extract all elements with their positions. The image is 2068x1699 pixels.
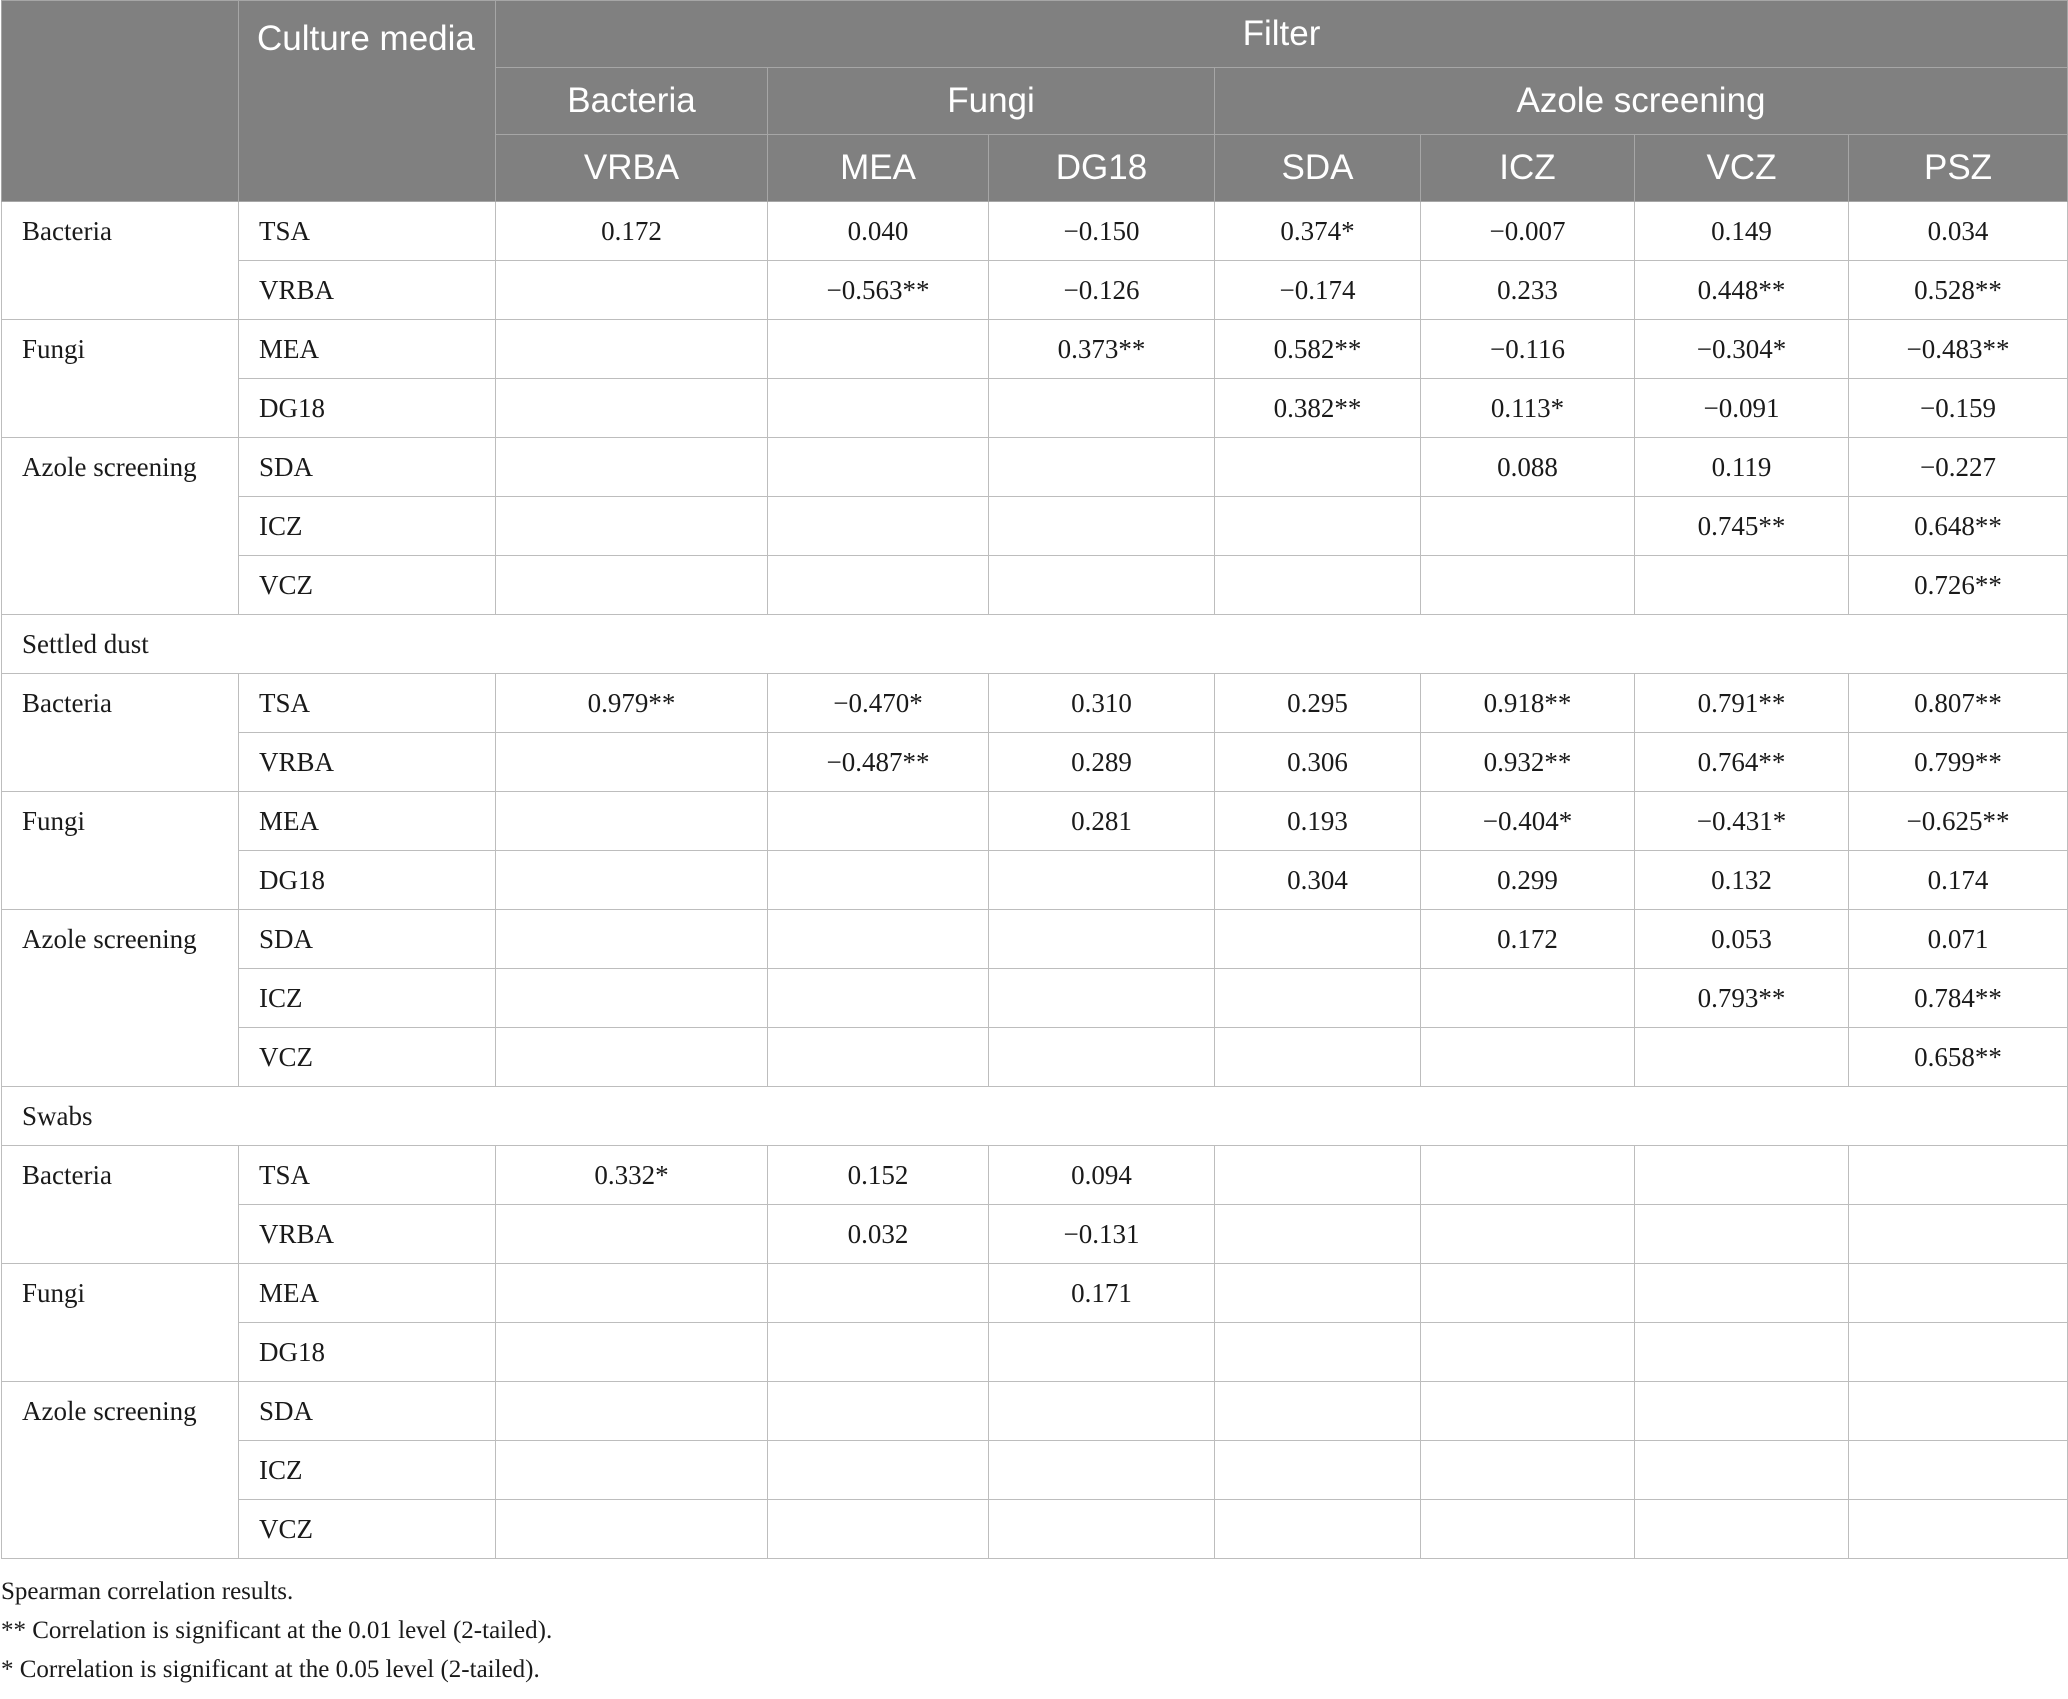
medium-label: TSA (239, 1146, 496, 1205)
value-cell: 0.088 (1421, 438, 1635, 497)
value-cell: 0.034 (1849, 202, 2068, 261)
value-cell: −0.563** (768, 261, 989, 320)
value-cell (1635, 1028, 1849, 1087)
medium-label: SDA (239, 438, 496, 497)
note-significance-005: * Correlation is significant at the 0.05 level (2-tailed). (1, 1656, 540, 1683)
header-col-icz: ICZ (1421, 135, 1635, 202)
value-cell (989, 1382, 1215, 1441)
value-cell (496, 969, 768, 1028)
value-cell: 0.094 (989, 1146, 1215, 1205)
value-cell: 0.373** (989, 320, 1215, 379)
value-cell: −0.159 (1849, 379, 2068, 438)
value-cell: 0.193 (1215, 792, 1421, 851)
value-cell (768, 969, 989, 1028)
value-cell: 0.648** (1849, 497, 2068, 556)
value-cell: 0.374* (1215, 202, 1421, 261)
value-cell: −0.227 (1849, 438, 2068, 497)
value-cell (1635, 1264, 1849, 1323)
value-cell (496, 438, 768, 497)
value-cell (496, 379, 768, 438)
table-row (2, 674, 2068, 733)
value-cell: 0.382** (1215, 379, 1421, 438)
table-row (2, 261, 2068, 320)
value-cell (496, 556, 768, 615)
value-cell (768, 379, 989, 438)
value-cell (768, 1264, 989, 1323)
header-corner (2, 1, 239, 202)
header-col-vrba: VRBA (496, 135, 768, 202)
value-cell: 0.032 (768, 1205, 989, 1264)
value-cell: 0.053 (1635, 910, 1849, 969)
value-cell: 0.745** (1635, 497, 1849, 556)
value-cell (989, 910, 1215, 969)
value-cell: 0.171 (989, 1264, 1215, 1323)
value-cell (768, 438, 989, 497)
value-cell (768, 497, 989, 556)
value-cell (989, 438, 1215, 497)
value-cell (1849, 1382, 2068, 1441)
value-cell (989, 379, 1215, 438)
value-cell: 0.040 (768, 202, 989, 261)
value-cell (1635, 556, 1849, 615)
header-group-fungi: Fungi (768, 68, 1215, 135)
value-cell (496, 497, 768, 556)
value-cell (496, 1382, 768, 1441)
header-group-bacteria: Bacteria (496, 68, 768, 135)
value-cell: 0.113* (1421, 379, 1635, 438)
value-cell (1215, 497, 1421, 556)
medium-label: ICZ (239, 969, 496, 1028)
value-cell: −0.487** (768, 733, 989, 792)
value-cell (1635, 1441, 1849, 1500)
value-cell (1421, 497, 1635, 556)
group-label: Fungi (2, 792, 239, 910)
medium-label: DG18 (239, 379, 496, 438)
value-cell: 0.791** (1635, 674, 1849, 733)
value-cell: 0.233 (1421, 261, 1635, 320)
value-cell (496, 320, 768, 379)
value-cell: 0.295 (1215, 674, 1421, 733)
value-cell: 0.172 (496, 202, 768, 261)
group-label: Azole screening (2, 438, 239, 615)
value-cell: 0.528** (1849, 261, 2068, 320)
value-cell (1635, 1500, 1849, 1559)
value-cell: −0.470* (768, 674, 989, 733)
value-cell (1215, 1028, 1421, 1087)
value-cell (1849, 1500, 2068, 1559)
value-cell (768, 1382, 989, 1441)
medium-label: TSA (239, 202, 496, 261)
value-cell (989, 1441, 1215, 1500)
value-cell: 0.793** (1635, 969, 1849, 1028)
value-cell: −0.116 (1421, 320, 1635, 379)
value-cell (1215, 1500, 1421, 1559)
value-cell (768, 910, 989, 969)
table-row (2, 320, 2068, 379)
value-cell (496, 1205, 768, 1264)
group-label: Fungi (2, 320, 239, 438)
table-row (2, 969, 2068, 1028)
value-cell (1421, 1323, 1635, 1382)
header-filter: Filter (496, 1, 2068, 68)
value-cell (496, 733, 768, 792)
table-row (2, 1264, 2068, 1323)
value-cell: 0.658** (1849, 1028, 2068, 1087)
table-notes (1, 1572, 2068, 1689)
medium-label: VCZ (239, 1500, 496, 1559)
medium-label: MEA (239, 320, 496, 379)
section-label: Swabs (2, 1087, 2068, 1146)
value-cell: 0.582** (1215, 320, 1421, 379)
value-cell (496, 1500, 768, 1559)
table-row (2, 792, 2068, 851)
value-cell: −0.431* (1635, 792, 1849, 851)
value-cell (1635, 1146, 1849, 1205)
value-cell (1635, 1382, 1849, 1441)
section-row (2, 1087, 2068, 1146)
value-cell (496, 261, 768, 320)
value-cell: −0.007 (1421, 202, 1635, 261)
value-cell: 0.306 (1215, 733, 1421, 792)
value-cell: −0.404* (1421, 792, 1635, 851)
value-cell (1849, 1205, 2068, 1264)
value-cell: 0.172 (1421, 910, 1635, 969)
value-cell (1421, 1146, 1635, 1205)
value-cell (989, 1500, 1215, 1559)
table-row (2, 1323, 2068, 1382)
value-cell: −0.483** (1849, 320, 2068, 379)
value-cell: 0.071 (1849, 910, 2068, 969)
table-row (2, 1146, 2068, 1205)
group-label: Bacteria (2, 202, 239, 320)
header-col-dg18: DG18 (989, 135, 1215, 202)
value-cell: 0.299 (1421, 851, 1635, 910)
value-cell: 0.174 (1849, 851, 2068, 910)
header-col-mea: MEA (768, 135, 989, 202)
value-cell (1421, 969, 1635, 1028)
medium-label: VCZ (239, 556, 496, 615)
value-cell (768, 320, 989, 379)
value-cell (989, 1323, 1215, 1382)
medium-label: TSA (239, 674, 496, 733)
value-cell: −0.174 (1215, 261, 1421, 320)
value-cell: 0.784** (1849, 969, 2068, 1028)
medium-label: SDA (239, 1382, 496, 1441)
note-spearman: Spearman correlation results. (1, 1578, 294, 1605)
value-cell (768, 1441, 989, 1500)
value-cell: 0.932** (1421, 733, 1635, 792)
medium-label: ICZ (239, 497, 496, 556)
value-cell (1635, 1323, 1849, 1382)
value-cell (1849, 1146, 2068, 1205)
value-cell: −0.304* (1635, 320, 1849, 379)
note-significance-001: ** Correlation is significant at the 0.01 level (2-tailed). (1, 1617, 553, 1644)
table-row (2, 1028, 2068, 1087)
value-cell (496, 1323, 768, 1382)
value-cell (1421, 556, 1635, 615)
value-cell (1215, 969, 1421, 1028)
value-cell: −0.150 (989, 202, 1215, 261)
value-cell: 0.119 (1635, 438, 1849, 497)
table-row (2, 1205, 2068, 1264)
medium-label: DG18 (239, 851, 496, 910)
value-cell: 0.281 (989, 792, 1215, 851)
value-cell (989, 969, 1215, 1028)
value-cell: −0.091 (1635, 379, 1849, 438)
table-row (2, 733, 2068, 792)
value-cell (1421, 1205, 1635, 1264)
value-cell: −0.126 (989, 261, 1215, 320)
value-cell (768, 556, 989, 615)
medium-label: MEA (239, 1264, 496, 1323)
value-cell (496, 1028, 768, 1087)
value-cell (768, 1500, 989, 1559)
value-cell (1215, 438, 1421, 497)
value-cell: 0.310 (989, 674, 1215, 733)
value-cell (1215, 1441, 1421, 1500)
table-row (2, 202, 2068, 261)
value-cell: 0.332* (496, 1146, 768, 1205)
section-label: Settled dust (2, 615, 2068, 674)
medium-label: VRBA (239, 733, 496, 792)
table-row (2, 910, 2068, 969)
medium-label: SDA (239, 910, 496, 969)
value-cell (1849, 1441, 2068, 1500)
value-cell (989, 1028, 1215, 1087)
value-cell: 0.132 (1635, 851, 1849, 910)
header-group-azole-screening: Azole screening (1215, 68, 2068, 135)
group-label: Azole screening (2, 1382, 239, 1559)
table-body (2, 202, 2068, 1559)
value-cell: 0.304 (1215, 851, 1421, 910)
group-label: Fungi (2, 1264, 239, 1382)
value-cell (1635, 1205, 1849, 1264)
table-row (2, 497, 2068, 556)
table-row (2, 1441, 2068, 1500)
value-cell (1421, 1382, 1635, 1441)
value-cell (1215, 910, 1421, 969)
value-cell: 0.448** (1635, 261, 1849, 320)
value-cell: 0.807** (1849, 674, 2068, 733)
table-row (2, 556, 2068, 615)
table-row (2, 379, 2068, 438)
value-cell (1849, 1264, 2068, 1323)
value-cell (496, 910, 768, 969)
correlation-table (1, 0, 2068, 1559)
value-cell (496, 1441, 768, 1500)
value-cell (496, 792, 768, 851)
value-cell: 0.152 (768, 1146, 989, 1205)
value-cell (989, 556, 1215, 615)
value-cell: −0.131 (989, 1205, 1215, 1264)
header-culture-media: Culture media (239, 1, 496, 202)
value-cell (496, 1264, 768, 1323)
header-col-sda: SDA (1215, 135, 1421, 202)
medium-label: VCZ (239, 1028, 496, 1087)
value-cell: 0.149 (1635, 202, 1849, 261)
value-cell (1421, 1441, 1635, 1500)
header-col-vcz: VCZ (1635, 135, 1849, 202)
group-label: Azole screening (2, 910, 239, 1087)
value-cell (1215, 1323, 1421, 1382)
value-cell (989, 497, 1215, 556)
value-cell (1215, 1205, 1421, 1264)
header-col-psz: PSZ (1849, 135, 2068, 202)
value-cell (768, 1323, 989, 1382)
value-cell (768, 792, 989, 851)
medium-label: MEA (239, 792, 496, 851)
value-cell (1215, 556, 1421, 615)
value-cell (1421, 1500, 1635, 1559)
value-cell (1421, 1264, 1635, 1323)
section-row (2, 615, 2068, 674)
value-cell: −0.625** (1849, 792, 2068, 851)
table-row (2, 1500, 2068, 1559)
value-cell (1215, 1146, 1421, 1205)
table-row (2, 851, 2068, 910)
value-cell (1215, 1264, 1421, 1323)
table-row (2, 438, 2068, 497)
group-label: Bacteria (2, 674, 239, 792)
value-cell (768, 1028, 989, 1087)
value-cell (1215, 1382, 1421, 1441)
table-row (2, 1382, 2068, 1441)
group-label: Bacteria (2, 1146, 239, 1264)
value-cell (1849, 1323, 2068, 1382)
value-cell: 0.764** (1635, 733, 1849, 792)
value-cell (496, 851, 768, 910)
value-cell (768, 851, 989, 910)
value-cell: 0.726** (1849, 556, 2068, 615)
medium-label: DG18 (239, 1323, 496, 1382)
medium-label: VRBA (239, 1205, 496, 1264)
value-cell: 0.979** (496, 674, 768, 733)
medium-label: ICZ (239, 1441, 496, 1500)
medium-label: VRBA (239, 261, 496, 320)
table-header (2, 1, 2068, 202)
value-cell: 0.799** (1849, 733, 2068, 792)
value-cell: 0.918** (1421, 674, 1635, 733)
value-cell: 0.289 (989, 733, 1215, 792)
value-cell (1421, 1028, 1635, 1087)
value-cell (989, 851, 1215, 910)
